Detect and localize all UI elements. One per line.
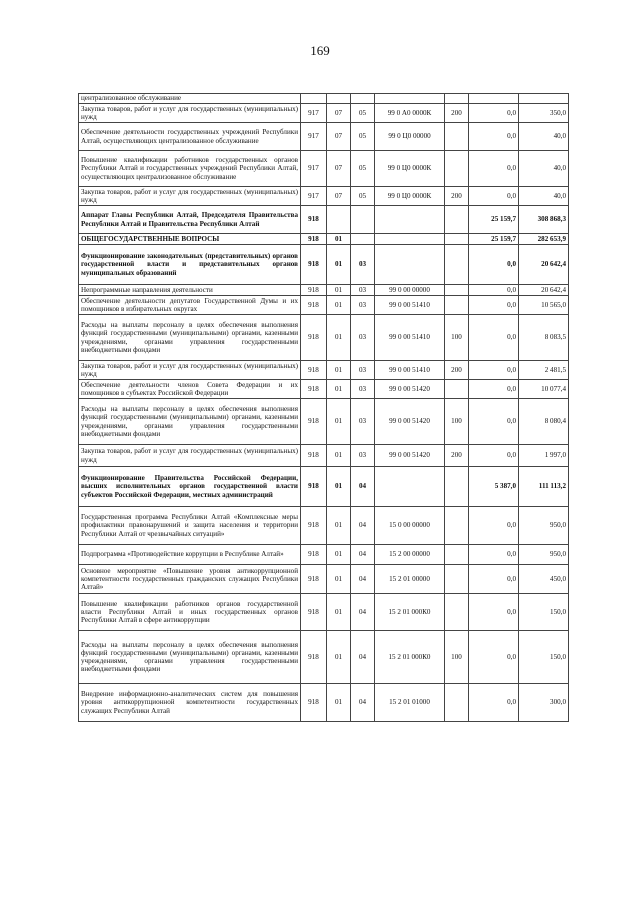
- amount-1-cell: 0,0: [469, 565, 519, 594]
- amount-2-cell: 40,0: [519, 151, 569, 187]
- target-article-cell: [375, 467, 445, 507]
- row-name-cell: Государственная программа Республики Алтай «Комплексные меры профилактики правонарушений и защита населения и территории Республики Алтай от чрезвычайных ситуаций»: [79, 507, 301, 545]
- table-row: [79, 399, 569, 445]
- row-name-cell: Закупка товаров, работ и услуг для государственных (муниципальных) нужд: [79, 445, 301, 467]
- target-article-cell: [375, 94, 445, 104]
- expense-type-cell: [445, 123, 469, 151]
- target-article-cell: 99 0 00 00000: [375, 285, 445, 296]
- expense-type-cell: [445, 565, 469, 594]
- row-name-cell: Непрограммные направления деятельности: [79, 285, 301, 296]
- subsection-code-cell: 05: [351, 123, 375, 151]
- row-name-cell: централизованное обслуживание: [79, 94, 301, 104]
- amount-1-cell: 0,0: [469, 151, 519, 187]
- section-code-cell: 01: [327, 285, 351, 296]
- ved-code-cell: 918: [301, 631, 327, 684]
- target-article-cell: 15 2 00 00000: [375, 545, 445, 565]
- amount-2-cell: 40,0: [519, 187, 569, 206]
- amount-2-cell: 8 083,5: [519, 315, 569, 361]
- expense-type-cell: [445, 296, 469, 315]
- ved-code-cell: 918: [301, 361, 327, 380]
- amount-2-cell: 282 653,9: [519, 234, 569, 245]
- target-article-cell: 99 0 00 51410: [375, 315, 445, 361]
- subsection-code-cell: 03: [351, 285, 375, 296]
- row-name-cell: Закупка товаров, работ и услуг для государственных (муниципальных) нужд: [79, 104, 301, 123]
- ved-code-cell: 918: [301, 565, 327, 594]
- subsection-code-cell: 03: [351, 296, 375, 315]
- amount-2-cell: 2 481,5: [519, 361, 569, 380]
- row-name-cell: Закупка товаров, работ и услуг для государственных (муниципальных) нужд: [79, 187, 301, 206]
- subsection-code-cell: 04: [351, 545, 375, 565]
- expense-type-cell: [445, 507, 469, 545]
- row-name-cell: Обеспечение деятельности депутатов Государственной Думы и их помощников в избирательных округах: [79, 296, 301, 315]
- subsection-code-cell: 04: [351, 467, 375, 507]
- section-code-cell: 07: [327, 123, 351, 151]
- target-article-cell: [375, 234, 445, 245]
- ved-code-cell: 917: [301, 123, 327, 151]
- target-article-cell: 15 2 01 01000: [375, 684, 445, 722]
- amount-1-cell: 0,0: [469, 245, 519, 285]
- target-article-cell: 99 0 Ц0 0000К: [375, 151, 445, 187]
- amount-1-cell: 0,0: [469, 594, 519, 631]
- table-row: [79, 285, 569, 296]
- row-name-cell: Функционирование законодательных (представительных) органов государственной власти и представительных органов муниципальных образований: [79, 245, 301, 285]
- subsection-code-cell: 04: [351, 631, 375, 684]
- subsection-code-cell: 03: [351, 361, 375, 380]
- ved-code-cell: 918: [301, 245, 327, 285]
- target-article-cell: [375, 245, 445, 285]
- ved-code-cell: 918: [301, 380, 327, 399]
- ved-code-cell: 918: [301, 234, 327, 245]
- table-row: [79, 94, 569, 104]
- target-article-cell: 99 0 Ц0 0000К: [375, 187, 445, 206]
- section-code-cell: 01: [327, 594, 351, 631]
- expense-type-cell: 200: [445, 445, 469, 467]
- table-row: [79, 684, 569, 722]
- target-article-cell: 99 0 00 51410: [375, 361, 445, 380]
- budget-table: [78, 93, 569, 722]
- amount-2-cell: 10 077,4: [519, 380, 569, 399]
- row-name-cell: Повышение квалификации работников органов государственной власти Республики Алтай и иных государственных органов Республики Алтай в сфере антикоррупции: [79, 594, 301, 631]
- amount-1-cell: 0,0: [469, 507, 519, 545]
- subsection-code-cell: 05: [351, 104, 375, 123]
- section-code-cell: 01: [327, 296, 351, 315]
- section-code-cell: 01: [327, 445, 351, 467]
- target-article-cell: 99 0 00 51420: [375, 399, 445, 445]
- target-article-cell: 15 0 00 00000: [375, 507, 445, 545]
- amount-1-cell: 5 387,0: [469, 467, 519, 507]
- target-article-cell: 15 2 01 00000: [375, 565, 445, 594]
- amount-1-cell: 0,0: [469, 296, 519, 315]
- amount-2-cell: 10 565,0: [519, 296, 569, 315]
- table-row: [79, 245, 569, 285]
- subsection-code-cell: 03: [351, 399, 375, 445]
- section-code-cell: [327, 94, 351, 104]
- row-name-cell: Расходы на выплаты персоналу в целях обеспечения выполнения функций государственными (муниципальными) органами, казенными учреждениями, органами управления государственными внебюджетными фондами: [79, 631, 301, 684]
- table-row: [79, 104, 569, 123]
- amount-1-cell: 0,0: [469, 399, 519, 445]
- amount-2-cell: 111 113,2: [519, 467, 569, 507]
- amount-1-cell: 0,0: [469, 187, 519, 206]
- amount-1-cell: 0,0: [469, 315, 519, 361]
- table-row: [79, 361, 569, 380]
- expense-type-cell: [445, 285, 469, 296]
- target-article-cell: [375, 206, 445, 234]
- section-code-cell: 07: [327, 104, 351, 123]
- subsection-code-cell: 05: [351, 151, 375, 187]
- table-row: [79, 187, 569, 206]
- section-code-cell: 01: [327, 399, 351, 445]
- table-row: [79, 545, 569, 565]
- expense-type-cell: [445, 245, 469, 285]
- ved-code-cell: 918: [301, 507, 327, 545]
- row-name-cell: ОБЩЕГОСУДАРСТВЕННЫЕ ВОПРОСЫ: [79, 234, 301, 245]
- section-code-cell: 01: [327, 234, 351, 245]
- amount-2-cell: 1 997,0: [519, 445, 569, 467]
- row-name-cell: Функционирование Правительства Российской Федерации, высших исполнительных органов государственной власти субъектов Российской Федерации, местных администраций: [79, 467, 301, 507]
- amount-1-cell: 0,0: [469, 123, 519, 151]
- expense-type-cell: 200: [445, 187, 469, 206]
- ved-code-cell: 918: [301, 296, 327, 315]
- table-row: [79, 631, 569, 684]
- table-row: [79, 234, 569, 245]
- target-article-cell: 99 0 Ц0 00000: [375, 123, 445, 151]
- row-name-cell: Расходы на выплаты персоналу в целях обеспечения выполнения функций государственными (муниципальными) органами, казенными учреждениями, органами управления государственными внебюджетными фондами: [79, 315, 301, 361]
- ved-code-cell: 917: [301, 187, 327, 206]
- amount-1-cell: [469, 94, 519, 104]
- section-code-cell: 07: [327, 187, 351, 206]
- amount-2-cell: 150,0: [519, 631, 569, 684]
- ved-code-cell: 918: [301, 545, 327, 565]
- row-name-cell: Расходы на выплаты персоналу в целях обеспечения выполнения функций государственными (муниципальными) органами, казенными учреждениями, органами управления государственными внебюджетными фондами: [79, 399, 301, 445]
- target-article-cell: 99 0 00 51420: [375, 445, 445, 467]
- ved-code-cell: 918: [301, 285, 327, 296]
- section-code-cell: 01: [327, 631, 351, 684]
- section-code-cell: 01: [327, 315, 351, 361]
- amount-2-cell: 450,0: [519, 565, 569, 594]
- subsection-code-cell: [351, 94, 375, 104]
- subsection-code-cell: 04: [351, 507, 375, 545]
- table-row: [79, 296, 569, 315]
- table-row: [79, 315, 569, 361]
- section-code-cell: [327, 206, 351, 234]
- subsection-code-cell: [351, 206, 375, 234]
- section-code-cell: 01: [327, 245, 351, 285]
- expense-type-cell: 200: [445, 361, 469, 380]
- row-name-cell: Обеспечение деятельности государственных учреждений Республики Алтай, осуществляющих централизованное обслуживание: [79, 123, 301, 151]
- amount-2-cell: 308 868,3: [519, 206, 569, 234]
- table-row: [79, 151, 569, 187]
- amount-2-cell: [519, 94, 569, 104]
- table-row: [79, 565, 569, 594]
- row-name-cell: Аппарат Главы Республики Алтай, Председателя Правительства Республики Алтай и Правительства Республики Алтай: [79, 206, 301, 234]
- expense-type-cell: [445, 234, 469, 245]
- table-row: [79, 507, 569, 545]
- expense-type-cell: [445, 545, 469, 565]
- expense-type-cell: 200: [445, 104, 469, 123]
- amount-2-cell: 150,0: [519, 594, 569, 631]
- expense-type-cell: 100: [445, 631, 469, 684]
- amount-1-cell: 0,0: [469, 104, 519, 123]
- amount-2-cell: 8 080,4: [519, 399, 569, 445]
- target-article-cell: 15 2 01 000К0: [375, 631, 445, 684]
- amount-2-cell: 20 642,4: [519, 245, 569, 285]
- table-row: [79, 380, 569, 399]
- section-code-cell: 07: [327, 151, 351, 187]
- amount-1-cell: 0,0: [469, 545, 519, 565]
- section-code-cell: 01: [327, 361, 351, 380]
- subsection-code-cell: 04: [351, 594, 375, 631]
- amount-1-cell: 25 159,7: [469, 206, 519, 234]
- subsection-code-cell: 03: [351, 315, 375, 361]
- amount-1-cell: 0,0: [469, 361, 519, 380]
- ved-code-cell: [301, 94, 327, 104]
- ved-code-cell: 918: [301, 399, 327, 445]
- expense-type-cell: [445, 151, 469, 187]
- ved-code-cell: 918: [301, 206, 327, 234]
- amount-1-cell: 0,0: [469, 445, 519, 467]
- ved-code-cell: 918: [301, 467, 327, 507]
- subsection-code-cell: 03: [351, 380, 375, 399]
- table-row: [79, 445, 569, 467]
- target-article-cell: 15 2 01 000К0: [375, 594, 445, 631]
- table-row: [79, 594, 569, 631]
- page-number: 169: [310, 43, 330, 58]
- row-name-cell: Основное мероприятие «Повышение уровня антикоррупционной компетентности государственных гражданских служащих Республики Алтай»: [79, 565, 301, 594]
- expense-type-cell: [445, 594, 469, 631]
- ved-code-cell: 917: [301, 104, 327, 123]
- expense-type-cell: 100: [445, 399, 469, 445]
- amount-1-cell: 25 159,7: [469, 234, 519, 245]
- ved-code-cell: 918: [301, 594, 327, 631]
- table-row: [79, 206, 569, 234]
- row-name-cell: Подпрограмма «Противодействие коррупции в Республике Алтай»: [79, 545, 301, 565]
- subsection-code-cell: 04: [351, 684, 375, 722]
- amount-1-cell: 0,0: [469, 684, 519, 722]
- expense-type-cell: [445, 206, 469, 234]
- section-code-cell: 01: [327, 545, 351, 565]
- target-article-cell: 99 0 А0 0000К: [375, 104, 445, 123]
- row-name-cell: Обеспечение деятельности членов Совета Федерации и их помощников в субъектах Российской Федерации: [79, 380, 301, 399]
- expense-type-cell: [445, 467, 469, 507]
- section-code-cell: 01: [327, 565, 351, 594]
- ved-code-cell: 918: [301, 315, 327, 361]
- ved-code-cell: 917: [301, 151, 327, 187]
- expense-type-cell: 100: [445, 315, 469, 361]
- row-name-cell: Повышение квалификации работников государственных органов Республики Алтай и государственных учреждений Республики Алтай, осуществляющих централизованное обслуживание: [79, 151, 301, 187]
- subsection-code-cell: 05: [351, 187, 375, 206]
- table-row: [79, 123, 569, 151]
- amount-1-cell: 0,0: [469, 380, 519, 399]
- target-article-cell: 99 0 00 51420: [375, 380, 445, 399]
- subsection-code-cell: 03: [351, 245, 375, 285]
- subsection-code-cell: [351, 234, 375, 245]
- expense-type-cell: [445, 684, 469, 722]
- amount-2-cell: 20 642,4: [519, 285, 569, 296]
- subsection-code-cell: 03: [351, 445, 375, 467]
- section-code-cell: 01: [327, 684, 351, 722]
- amount-2-cell: 350,0: [519, 104, 569, 123]
- ved-code-cell: 918: [301, 445, 327, 467]
- expense-type-cell: [445, 94, 469, 104]
- amount-2-cell: 950,0: [519, 545, 569, 565]
- amount-2-cell: 40,0: [519, 123, 569, 151]
- ved-code-cell: 918: [301, 684, 327, 722]
- target-article-cell: 99 0 00 51410: [375, 296, 445, 315]
- amount-1-cell: 0,0: [469, 285, 519, 296]
- expense-type-cell: [445, 380, 469, 399]
- section-code-cell: 01: [327, 507, 351, 545]
- amount-2-cell: 950,0: [519, 507, 569, 545]
- amount-1-cell: 0,0: [469, 631, 519, 684]
- section-code-cell: 01: [327, 380, 351, 399]
- subsection-code-cell: 04: [351, 565, 375, 594]
- section-code-cell: 01: [327, 467, 351, 507]
- amount-2-cell: 300,0: [519, 684, 569, 722]
- row-name-cell: Внедрение информационно-аналитических систем для повышения уровня антикоррупционной компетентности государственных служащих Республики Алтай: [79, 684, 301, 722]
- row-name-cell: Закупка товаров, работ и услуг для государственных (муниципальных) нужд: [79, 361, 301, 380]
- table-row: [79, 467, 569, 507]
